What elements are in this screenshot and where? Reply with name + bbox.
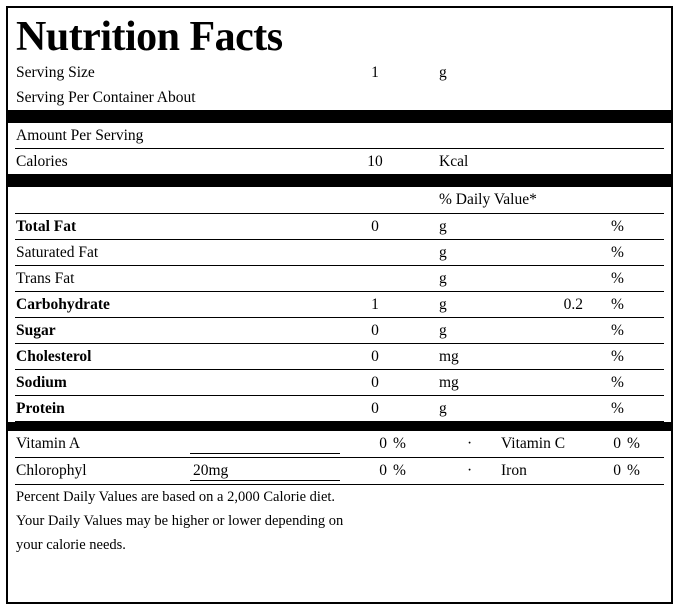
vitamin-value-left: 0 [379, 435, 387, 452]
vitamin-row [15, 458, 664, 484]
serving-size-row [15, 60, 664, 85]
vitamin-amount-box [190, 434, 340, 454]
vitamin-value-right: 0 [613, 462, 621, 479]
vitamin-row [15, 431, 664, 457]
serving-size-label: Serving Size [16, 64, 95, 81]
calories-amount: 10 [367, 153, 383, 170]
vitamin-percent-left: % [393, 435, 406, 452]
amount-per-serving-label: Amount Per Serving [16, 127, 144, 144]
nutrient-name: Cholesterol [16, 348, 92, 365]
nutrient-percent-symbol: % [611, 244, 624, 261]
nutrient-percent-symbol: % [611, 348, 624, 365]
vitamin-list [15, 431, 664, 485]
nutrient-percent-symbol: % [611, 374, 624, 391]
nutrient-daily-value: 0.2 [563, 296, 583, 313]
calories-row [15, 149, 664, 174]
nutrient-unit: mg [439, 348, 459, 365]
calories-unit: Kcal [439, 153, 469, 170]
nutrient-unit: g [439, 296, 447, 313]
nutrient-row [15, 344, 664, 369]
nutrient-amount: 0 [371, 348, 379, 365]
nutrient-amount: 1 [371, 296, 379, 313]
vitamin-separator-dot: · [467, 435, 473, 452]
nutrient-percent-symbol: % [611, 322, 624, 339]
nutrient-row [15, 292, 664, 317]
nutrient-row [15, 266, 664, 291]
calories-label: Calories [16, 153, 68, 170]
serving-size-unit: g [439, 64, 447, 81]
nutrient-percent-symbol: % [611, 270, 624, 287]
footnote [16, 485, 664, 557]
nutrient-row [15, 318, 664, 343]
footnote-line: Your Daily Values may be higher or lower depending on [16, 513, 344, 529]
vitamin-percent-left: % [393, 462, 406, 479]
nutrient-unit: g [439, 322, 447, 339]
vitamin-percent-right: % [627, 462, 640, 479]
footnote-line: Percent Daily Values are based on a 2,000 Calorie diet. [16, 489, 336, 505]
nutrient-row [15, 240, 664, 265]
nutrient-name: Saturated Fat [16, 244, 99, 261]
nutrient-row [15, 370, 664, 395]
footnote-line: your calorie needs. [16, 537, 126, 553]
nutrient-amount: 0 [371, 374, 379, 391]
vitamin-percent-right: % [627, 435, 640, 452]
nutrient-unit: g [439, 400, 447, 417]
divider-thick-3 [8, 422, 671, 431]
nutrient-percent-symbol: % [611, 218, 624, 235]
nutrient-percent-symbol: % [611, 296, 624, 313]
daily-value-header-row [15, 187, 664, 213]
label-border [6, 6, 673, 604]
vitamin-name-right: Vitamin C [501, 435, 566, 452]
nutrient-unit: g [439, 270, 447, 287]
serving-per-container-row [15, 85, 664, 110]
nutrient-name: Sugar [16, 322, 56, 339]
nutrient-unit: g [439, 218, 447, 235]
nutrient-amount: 0 [371, 400, 379, 417]
vitamin-value-left: 0 [379, 462, 387, 479]
vitamin-name-right: Iron [501, 462, 527, 479]
serving-size-amount: 1 [371, 64, 379, 81]
nutrient-list [15, 214, 664, 422]
nutrient-unit: g [439, 244, 447, 261]
serving-per-container-label: Serving Per Container About [16, 89, 196, 106]
page-title: Nutrition Facts [16, 14, 283, 60]
nutrient-percent-symbol: % [611, 400, 624, 417]
nutrient-name: Total Fat [16, 218, 77, 235]
daily-value-header: % Daily Value* [439, 191, 537, 208]
vitamin-separator-dot: · [467, 462, 473, 479]
nutrient-name: Sodium [16, 374, 67, 391]
nutrient-name: Trans Fat [16, 270, 75, 287]
vitamin-value-right: 0 [613, 435, 621, 452]
nutrient-name: Protein [16, 400, 65, 417]
nutrient-unit: mg [439, 374, 459, 391]
amount-per-serving-row [15, 123, 664, 148]
vitamin-name-left: Chlorophyl [16, 462, 87, 479]
nutrient-amount: 0 [371, 218, 379, 235]
divider-thick-2 [8, 174, 671, 187]
nutrient-row [15, 214, 664, 239]
nutrient-amount: 0 [371, 322, 379, 339]
nutrient-row [15, 396, 664, 421]
nutrient-name: Carbohydrate [16, 296, 110, 313]
vitamin-amount-box: 20mg [190, 461, 340, 481]
vitamin-name-left: Vitamin A [16, 435, 81, 452]
divider-thick-top [8, 110, 671, 123]
